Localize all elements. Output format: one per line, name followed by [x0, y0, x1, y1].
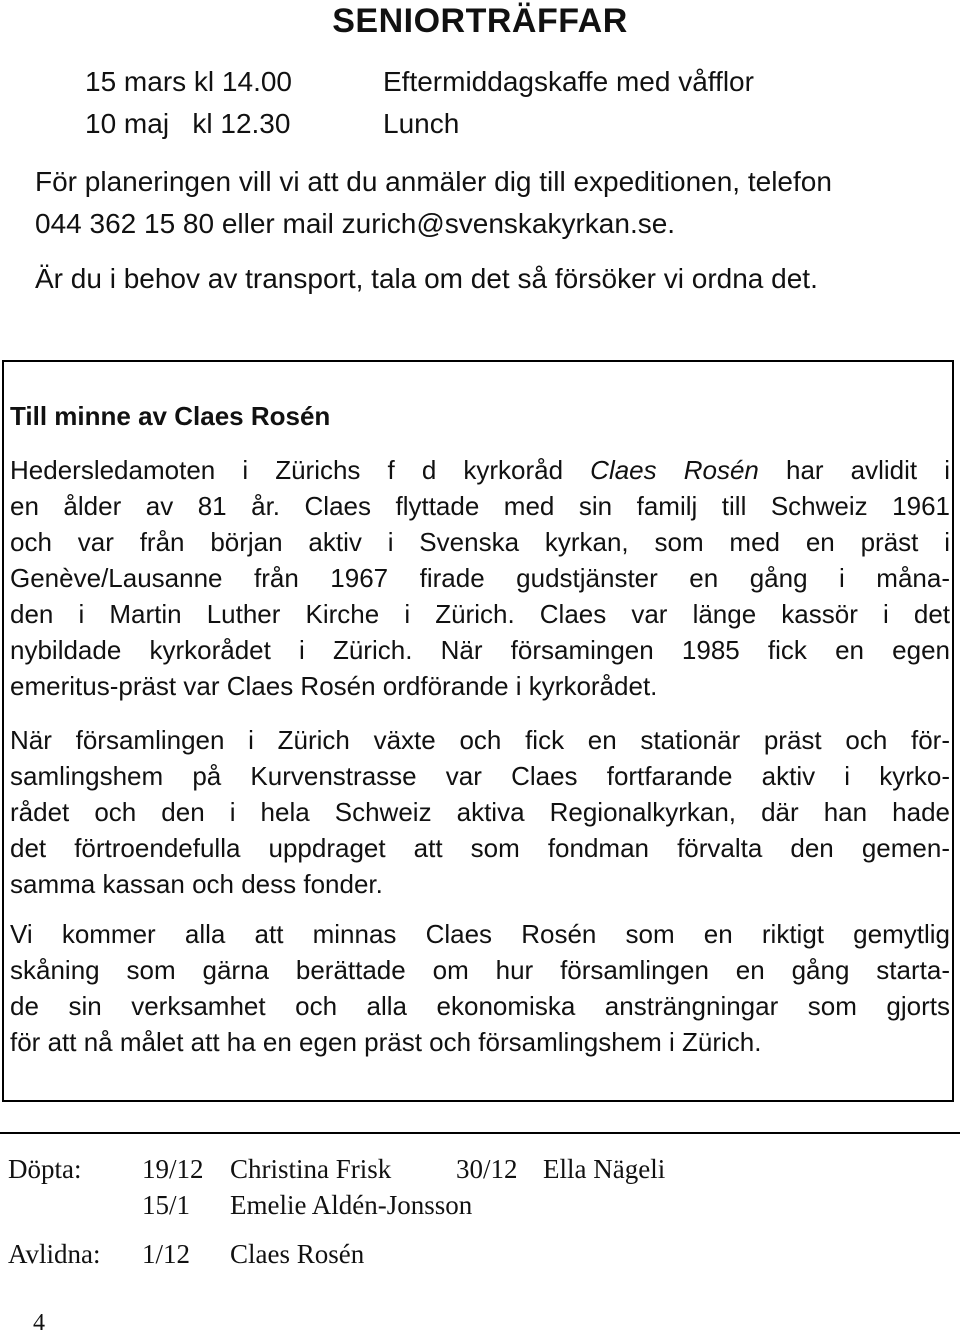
memorial-line: emeritus-präst var Claes Rosén ordförande i kyrkorådet. — [10, 671, 658, 701]
baptized-name: Emelie Aldén-Jonsson — [230, 1190, 473, 1220]
memorial-line: nybildade kyrkorådet i Zürich. När församingen 1985 fick en egen — [10, 635, 950, 665]
memorial-line: rådet och den i hela Schweiz aktiva Regionalkyrkan, där han hade — [10, 797, 950, 827]
memorial-line: den i Martin Luther Kirche i Zürich. Claes var länge kassör i det — [10, 599, 950, 629]
memorial-line: en ålder av 81 år. Claes flyttade med sin familj till Schweiz 1961 — [10, 491, 950, 521]
memorial-line: de sin verksamhet och alla ekonomiska ansträngningar som gjorts — [10, 991, 950, 1021]
memorial-line: Genève/Lausanne från 1967 firade gudstjänster en gång i måna- — [10, 563, 950, 593]
transport-note: Är du i behov av transport, tala om det så försöker vi ordna det. — [35, 263, 818, 294]
deceased-date: 1/12 — [142, 1239, 191, 1269]
page-number: 4 — [33, 1310, 45, 1336]
planning-text-line-2: 044 362 15 80 eller mail zurich@svenskakyrkan.se. — [35, 208, 676, 239]
baptized-name: Christina Frisk — [230, 1154, 392, 1184]
memorial-line: för att nå målet att ha en egen präst och församlingshem i Zürich. — [10, 1027, 762, 1057]
memorial-line — [10, 452, 950, 488]
memorial-line: samlingshem på Kurvenstrasse var Claes fortfarande aktiv i kyrko- — [10, 761, 950, 791]
baptized-date: 15/1 — [142, 1190, 191, 1220]
baptized-name: Ella Nägeli — [543, 1154, 666, 1184]
planning-text-line-1: För planeringen vill vi att du anmäler dig till expeditionen, telefon — [35, 166, 832, 197]
deceased-name: Claes Rosén — [230, 1239, 365, 1269]
memorial-name-italic: Claes Rosén — [590, 455, 759, 485]
memorial-box — [2, 360, 954, 1102]
memorial-line: När församlingen i Zürich växte och fick en stationär präst och för- — [10, 725, 950, 755]
memorial-line: skåning som gärna berättade om hur församlingen en gång starta- — [10, 955, 950, 985]
memorial-title: Till minne av Claes Rosén — [10, 401, 331, 431]
memorial-line-part: Hedersledamoten i Zürichs f d kyrkoråd — [10, 455, 591, 485]
schedule-event-2: Lunch — [383, 108, 460, 139]
memorial-line: samma kassan och dess fonder. — [10, 869, 383, 899]
schedule-event-1: Eftermiddagskaffe med våfflor — [383, 66, 754, 97]
deceased-label: Avlidna: — [8, 1239, 101, 1269]
memorial-line: och var från början aktiv i Svenska kyrkan, som med en präst i — [10, 527, 950, 557]
schedule-date-2: 10 maj kl 12.30 — [85, 108, 291, 139]
page-heading: SENIORTRÄFFAR — [332, 2, 628, 40]
memorial-line: Vi kommer alla att minnas Claes Rosén som en riktigt gemytlig — [10, 919, 950, 949]
section-divider — [0, 1132, 960, 1134]
memorial-line-part: har avlidit i — [758, 455, 951, 485]
baptized-date: 30/12 — [456, 1154, 518, 1184]
schedule-date-1: 15 mars kl 14.00 — [85, 66, 292, 97]
baptized-date: 19/12 — [142, 1154, 204, 1184]
memorial-line: det förtroendefulla uppdraget att som fondman förvalta den gemen- — [10, 833, 950, 863]
baptized-label: Döpta: — [8, 1154, 82, 1184]
